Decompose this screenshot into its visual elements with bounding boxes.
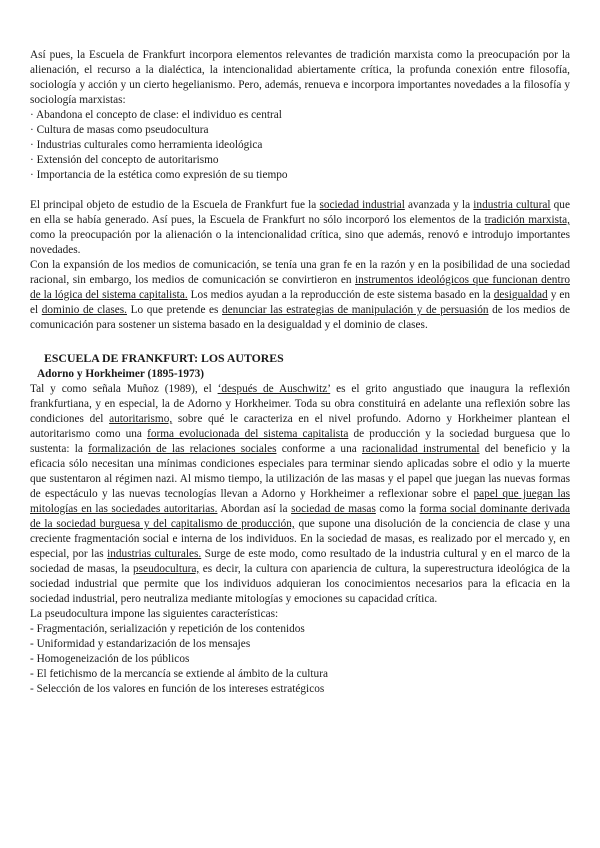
underlined-term: autoritarismo, [109,413,173,425]
list-item: · Abandona el concepto de clase: el individuo es central [30,109,282,121]
text: Con la expansión de los medios de comunicación, se tenía una gran fe en la razón y en la posibilidad de una sociedad racional, sin embargo, los medios de comunicación se convirtieron en [30,259,570,286]
underlined-term: industria cultural [473,199,551,211]
list-item: - El fetichismo de la mercancía se extiende al ámbito de la cultura [30,668,328,680]
underlined-term: denunciar las estrategias de manipulación y de persuasión [222,304,489,316]
text: Tal y como señala Muñoz (1989), el [30,383,218,395]
underlined-term: industrias culturales. [107,548,202,560]
pseudocultura-list [30,622,570,697]
text: Lo que pretende es [127,304,223,316]
text: es el grito angustiado que inaugura la reflexión frankfurtiana, y en especial, la de Adorno y Horkheimer. Toda su obra constituirá en adelante una reflexión sobre las condiciones del [30,383,570,425]
underlined-term: sociedad de masas [291,503,376,515]
text: es decir, la cultura con apariencia de cultura, la superestructura ideológica de la sociedad industrial que permite que los individuos adquieran los conocimientos necesarios para la eficacia en la sociedad industrial, pero neutraliza mediante mitologías y emociones su capacidad crítica. [30,563,570,605]
objeto-paragraph [30,198,570,258]
spacer [30,183,570,198]
list-item: · Industrias culturales como herramienta ideológica [30,139,263,151]
text: El principal objeto de estudio de la Escuela de Frankfurt fue la [30,199,320,211]
text: que supone una disolución de la conciencia de clase y una creciente fragmentación social e interna de los individuos. En la sociedad de masas, es realizado por el mercado y, en especial, por las [30,518,570,560]
underlined-term: dominio de clases. [41,304,127,316]
spacer [30,333,570,351]
text: avanzada y la [404,199,474,211]
text: y en el [30,289,570,316]
underlined-term: forma social dominante derivada de la sociedad burguesa y del capitalismo de producción, [30,503,570,530]
text: del beneficio y la eficacia sólo necesitan una mínimas condiciones especiales para terminar siendo aplicadas sobre el odio y la muerte que sustentaron al régimen nazi. Al mismo tiempo, la utilización de las masas y el papel que juegan las nuevas formas de espectáculo y las nuevas tecnologías llevan a Adorno y Horkheimer a reflexionar sobre el [30,443,570,500]
autores-paragraph [30,382,570,607]
list-item: - Fragmentación, serialización y repetición de los contenidos [30,623,305,635]
list-item: · Importancia de la estética como expresión de su tiempo [30,169,288,181]
intro-paragraph: Así pues, la Escuela de Frankfurt incorpora elementos relevantes de tradición marxista como la preocupación por la alienación, el recurso a la dialéctica, la intencionalidad abiertamente crítica, la profunda conexión entre filosofía, sociología y acción y un cierto hegelianismo. Pero, además, renueva e incorpora importantes novedades a la filosofía y sociología marxistas: [30,49,570,106]
text: Surge de este modo, como resultado de la industria cultural y en el marco de la sociedad de masas, la [30,548,570,575]
underlined-term: pseudocultura, [133,563,200,575]
text: sobre qué le caracteriza en el nivel profundo. Adorno y Horkheimer plantean el autoritarismo como una [30,413,570,440]
underlined-term: papel que juegan las mitologías en las sociedades autoritarias. [30,488,570,515]
underlined-term: sociedad industrial [319,199,405,211]
list-item: - Uniformidad y estandarización de los mensajes [30,638,251,650]
list-item: - Homogeneización de los públicos [30,653,190,665]
underlined-term: instrumentos ideológicos que funcionan dentro de la lógica del sistema capitalista. [30,274,570,301]
medios-paragraph [30,258,570,333]
underlined-term: racionalidad instrumental [361,443,480,455]
section-subheading: Adorno y Horkheimer (1895-1973) [37,368,205,380]
underlined-term: tradición marxista, [484,214,570,226]
text: conforme a una [276,443,362,455]
pseudocultura-intro: La pseudocultura impone las siguientes características: [30,608,279,620]
document-page [30,48,570,697]
list-item: · Cultura de masas como pseudocultura [30,124,209,136]
underlined-term: ‘después de Auschwitz’ [217,383,331,395]
intro-list [30,108,570,183]
text: de producción y la sociedad burguesa que lo sustenta: la [30,428,570,455]
underlined-term: formalización de las relaciones sociales [88,443,277,455]
list-item: · Extensión del concepto de autoritarismo [30,154,219,166]
text: de los medios de comunicación para sostener un sistema basado en la desigualdad y el dominio de clases. [30,304,570,331]
list-item: - Selección de los valores en función de los intereses estratégicos [30,683,325,695]
section-heading: ESCUELA DE FRANKFURT: LOS AUTORES [44,351,284,365]
text: como la [375,503,420,515]
underlined-term: desigualdad [493,289,548,301]
text: Abordan así la [217,503,292,515]
text: como la preocupación por la alienación o la intencionalidad crítica, sino que además, renovó e introdujo importantes novedades. [30,229,570,256]
text: Los medios ayudan a la reproducción de este sistema basado en la [187,289,494,301]
text: que en ella se había generado. Así pues, la Escuela de Frankfurt no sólo incorporó los elementos de la [30,199,570,226]
underlined-term: forma evolucionada del sistema capitalista [147,428,349,440]
